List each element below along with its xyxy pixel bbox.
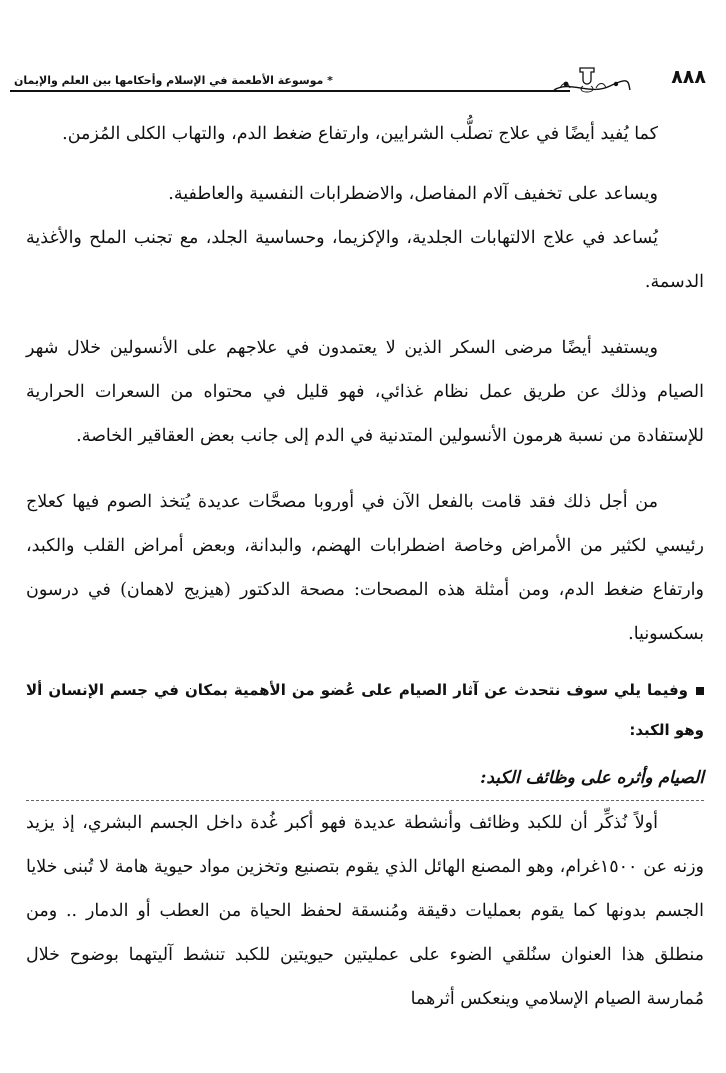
paragraph: يُساعد في علاج الالتهابات الجلدية، والإكزيما، وحساسية الجلد، مع تجنب الملح والأغذية الدسمة. — [26, 228, 704, 292]
paragraph: كما يُفيد أيضًا في علاج تصلُّب الشرايين، وارتفاع ضغط الدم، والتهاب الكلى المُزمن. — [62, 124, 658, 144]
main-text — [26, 112, 704, 1021]
paragraph: أولاً نُذكِّر أن للكبد وظائف وأنشطة عديدة فهو أكبر غُدة داخل الجسم البشري، إذ يزيد وزنه عن ١٥٠٠غرام، وهو المصنع الهائل الذي يقوم بتصنيع وتخزين مواد حيوية هامة لا تُبنى خلايا الجسم بدونها كما يقوم بعمليات دقيقة ومُنسقة لحفظ الحياة من العطب أو الدمار .. ومن منطلق هذا العنوان سنُلقي الضوء على عمليتين حيويتين للكبد تنشط آليتهما بوضوح خلال مُمارسة الصيام الإسلامي وينعكس أثرهما — [26, 813, 704, 1009]
bullet-note — [26, 670, 704, 750]
bullet-text: وفيما يلي سوف نتحدث عن آثار الصيام على عُضو من الأهمية بمكان في جسم الإنسان ألا وهو الكبد: — [26, 681, 704, 739]
header-rule — [10, 90, 570, 92]
section-subheading: الصيام وأثره على وظائف الكبد: — [26, 758, 704, 801]
floral-ornament-icon — [550, 62, 632, 98]
paragraph: من أجل ذلك فقد قامت بالفعل الآن في أوروبا مصحَّات عديدة يُتخذ الصوم فيها كعلاج رئيسي لكثير من الأمراض وخاصة اضطرابات الهضم، والبدانة، وبعض أمراض القلب والكبد، وارتفاع ضغط الدم، ومن أمثلة هذه المصحات: مصحة الدكتور (هيزيج لاهمان) في درسون بسكسونيا. — [26, 492, 704, 644]
book-title: * موسوعة الأطعمة في الإسلام وأحكامها بين العلم والإيمان — [14, 74, 333, 87]
paragraph: ويساعد على تخفيف آلام المفاصل، والاضطرابات النفسية والعاطفية. — [168, 184, 658, 204]
square-bullet-icon — [696, 687, 704, 695]
page-number: ٨٨٨ — [671, 66, 706, 88]
page-header — [10, 60, 710, 100]
paragraph: ويستفيد أيضًا مرضى السكر الذين لا يعتمدون في علاجهم على الأنسولين خلال شهر الصيام وذلك عن طريق عمل نظام غذائي، فهو قليل في محتواه من السعرات الحرارية للإستفادة من نسبة هرمون الأنسولين المتدنية في الدم إلى جانب بعض العقاقير الخاصة. — [26, 338, 704, 446]
